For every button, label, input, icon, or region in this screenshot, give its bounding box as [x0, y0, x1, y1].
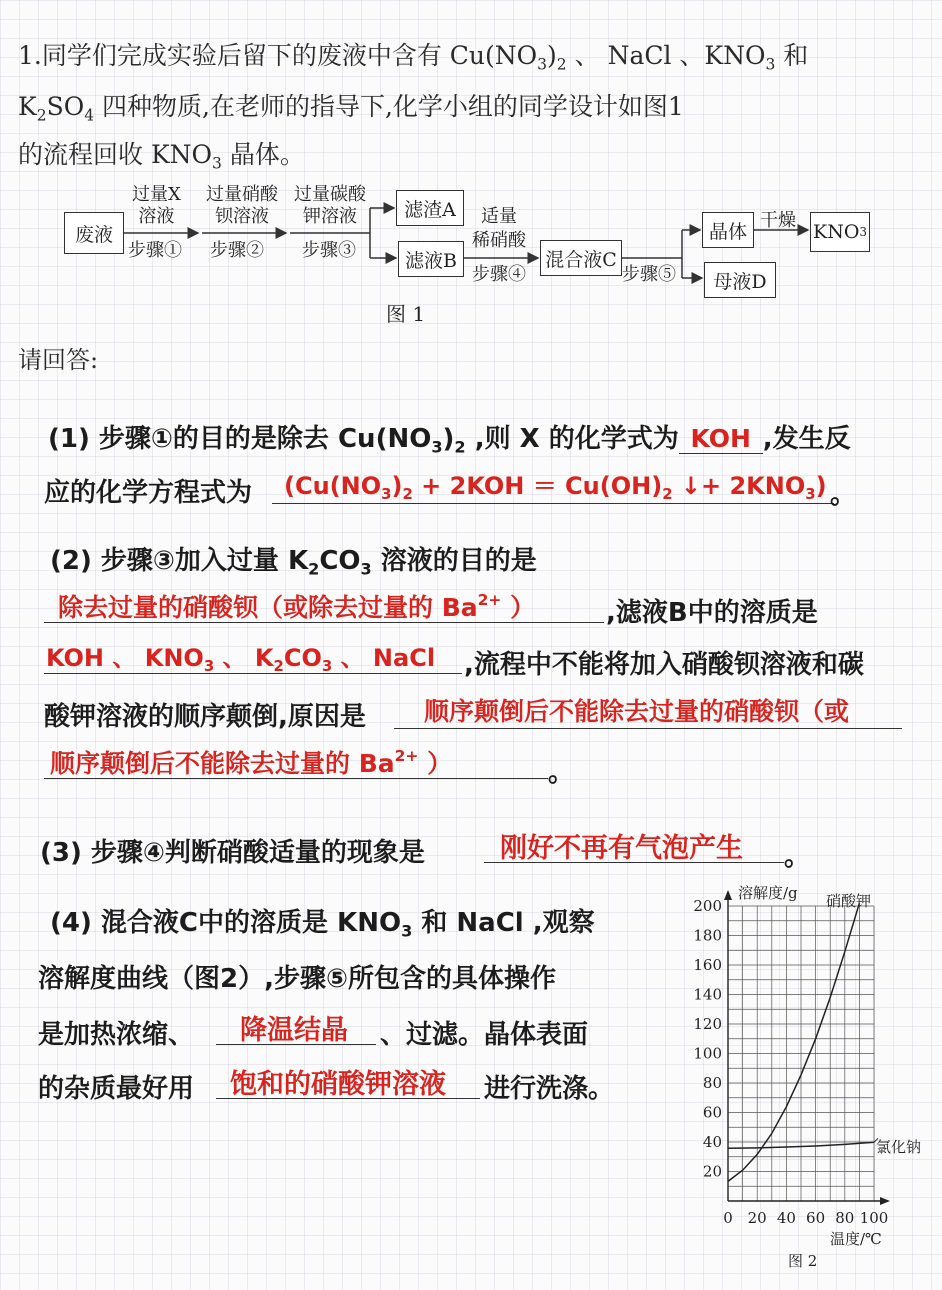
step1-label: 步骤①: [128, 240, 182, 261]
answer-text: ）: [418, 749, 453, 778]
box-mixture-c: [540, 240, 622, 276]
intro-text: ): [547, 41, 557, 70]
y-axis-arrow: [724, 890, 732, 900]
label: 溶液: [138, 206, 175, 227]
label: 稀硝酸: [472, 230, 526, 251]
x-tick-label: 20: [747, 1209, 767, 1227]
q4-answer-operation: 降温结晶: [240, 1015, 348, 1046]
answer-text: KOH 、 KNO: [46, 644, 204, 672]
step3-label: 步骤③: [302, 240, 356, 261]
intro-text: 的流程回收 KNO: [18, 140, 212, 169]
x-tick-label: 100: [859, 1209, 889, 1227]
q2-answer-reason-1: 顺序颠倒后不能除去过量的硝酸钡（或: [424, 697, 850, 726]
superscript: 2+: [394, 747, 419, 766]
answer-text: CO: [283, 644, 322, 672]
step5-label: 步骤⑤: [622, 264, 676, 285]
answer-text: ）: [501, 593, 536, 622]
q4-line-4-head: 的杂质最好用: [38, 1074, 195, 1104]
box-residue-a: [396, 190, 464, 226]
step4-label: 步骤④: [472, 264, 526, 285]
q1-equation-answer: [284, 466, 827, 503]
label: 适量: [481, 206, 517, 227]
q2-period: 。: [548, 758, 575, 788]
q2-line-2-tail: ,滤液B中的溶质是: [606, 598, 818, 628]
intro-text: 和: [775, 41, 809, 70]
chart-curves: [728, 903, 878, 1181]
y-tick-label: 80: [702, 1074, 722, 1092]
step2-label: 步骤②: [210, 240, 264, 261]
intro-text: 、 NaCl 、KNO: [566, 41, 766, 70]
q2-reason-underline-1: [394, 728, 902, 729]
step3-reagent: [294, 184, 366, 228]
box-label: 废液: [74, 223, 113, 246]
subscript: 2: [308, 559, 320, 579]
intro-text: 1.同学们完成实验后留下的废液中含有 Cu(NO: [18, 41, 538, 70]
q2-answer-reason-2: [50, 744, 452, 780]
q2-line-3-tail: ,流程中不能将加入硝酸钡溶液和碳: [464, 650, 864, 680]
box-label: 滤渣A: [404, 198, 456, 221]
dry-label: 干燥: [760, 210, 796, 231]
box-label: KNO: [813, 221, 860, 243]
q4-line-1: [50, 902, 595, 941]
subscript: 3: [360, 559, 372, 579]
q2-line-4: 酸钾溶液的顺序颠倒,原因是: [44, 702, 366, 732]
label: 过量碳酸: [294, 184, 366, 205]
q1-line-2: [44, 472, 252, 509]
q-text: 溶液的目的是: [371, 546, 537, 576]
intro-text: K: [18, 92, 37, 121]
chart-grid: [728, 906, 874, 1201]
q1-answer-x: KOH: [679, 424, 763, 454]
superscript: 2+: [477, 591, 502, 610]
subscript: 2: [36, 106, 47, 125]
intro-text: 晶体。: [221, 140, 305, 169]
figure-1-caption: 图 1: [386, 302, 426, 326]
box-filtrate-b: [398, 241, 464, 277]
q4-line-2: 溶解度曲线（图2）,步骤⑤所包含的具体操作: [38, 964, 556, 994]
y-tick-label: 200: [693, 897, 722, 915]
subscript: 3: [537, 55, 548, 74]
q-text: CO: [319, 546, 361, 576]
subscript: 3: [805, 485, 816, 504]
label: 钾溶液: [303, 206, 357, 227]
subscript: 2: [454, 437, 466, 457]
x-tick-label: 40: [776, 1209, 796, 1227]
eq-text: + 2KOH ＝ Cu(OH): [412, 472, 663, 500]
q-text: ,发生反: [762, 424, 851, 454]
label: 过量X: [132, 184, 181, 205]
subscript: 2: [662, 485, 673, 504]
subscript: 2: [273, 657, 284, 676]
answer-text: 除去过量的硝酸钡（或除去过量的 Ba: [58, 593, 478, 622]
answer-text: 、 K: [214, 644, 274, 672]
eq-text: ↓+ 2KNO: [672, 472, 806, 500]
q-text: 应的化学方程式为: [44, 478, 253, 508]
y-tick-label: 20: [702, 1162, 722, 1181]
q3-period: 。: [784, 842, 811, 872]
q4-line-4-tail: 进行洗涤。: [484, 1074, 615, 1104]
subscript: 3: [765, 55, 776, 74]
q4-answer-wash: 饱和的硝酸钾溶液: [230, 1069, 446, 1100]
subscript: 3: [203, 657, 215, 676]
step2-reagent: [206, 184, 278, 228]
q1-line-1: [48, 418, 851, 457]
q4-line-3-head: 是加热浓缩、: [38, 1020, 195, 1050]
label: 过量硝酸: [206, 184, 278, 205]
box-mother-d: [704, 262, 776, 298]
q3-line: (3) 步骤④判断硝酸适量的现象是: [40, 838, 425, 868]
box-label: 母液D: [713, 270, 767, 293]
chart-axes: [724, 890, 890, 1205]
eq-text: ): [815, 472, 827, 500]
q-text: (1) 步骤①的目的是除去 Cu(NO: [48, 424, 432, 454]
step4-reagent: [472, 205, 526, 253]
subscript: 3: [381, 485, 392, 504]
subscript: 3: [212, 154, 222, 173]
curve-kno3: [728, 903, 859, 1181]
x-tick-label: 0: [723, 1209, 733, 1227]
box-label: 滤液B: [405, 249, 457, 272]
y-tick-label: 100: [693, 1044, 722, 1063]
y-tick-label: 120: [693, 1015, 722, 1033]
subscript: 3: [431, 437, 443, 457]
intro-text: SO: [46, 92, 85, 121]
y-tick-label: 160: [693, 956, 722, 974]
subscript: 4: [84, 106, 95, 125]
q2-answer-solutes: [46, 638, 435, 675]
subscript: 3: [859, 225, 867, 239]
chart-y-axis-label: 溶解度/g: [738, 884, 798, 902]
x-axis-arrow: [880, 1197, 890, 1205]
y-tick-label: 60: [702, 1103, 722, 1122]
y-tick-label: 180: [693, 926, 722, 945]
solubility-chart: [690, 876, 936, 1276]
box-crystal: [702, 212, 754, 248]
q-text: (4) 混合液C中的溶质是 KNO: [50, 908, 402, 938]
y-tick-label: 140: [693, 985, 722, 1004]
series-label-nacl: 氯化钠: [876, 1138, 922, 1156]
answer-text: 顺序颠倒后不能除去过量的 Ba: [50, 749, 395, 778]
q2-answer-purpose: [58, 588, 535, 624]
box-label: 混合液C: [545, 248, 617, 271]
subscript: 3: [401, 921, 413, 941]
subscript: 2: [556, 55, 567, 74]
x-tick-label: 60: [806, 1209, 826, 1227]
box-kno3: [810, 212, 870, 252]
eq-text: ): [391, 472, 403, 500]
q-text: 和 NaCl ,观察: [412, 908, 595, 938]
chart-x-axis-label: 温度/℃: [830, 1230, 882, 1248]
subscript: 3: [321, 657, 333, 676]
chart-caption: 图 2: [788, 1252, 818, 1270]
box-waste-liquid: [64, 212, 124, 254]
step1-reagent: [132, 184, 181, 228]
q1-period: 。: [830, 480, 857, 510]
answer-text: 、 NaCl: [332, 644, 436, 672]
q-text: ): [442, 424, 455, 454]
q2-line-1: [50, 540, 537, 579]
box-label: 晶体: [708, 220, 747, 243]
series-label-kno3: 硝酸钾: [826, 892, 872, 910]
subscript: 2: [402, 485, 413, 504]
q4-line-3-tail: 、过滤。晶体表面: [380, 1020, 589, 1050]
eq-text: (Cu(NO: [284, 472, 382, 500]
y-tick-label: 40: [702, 1133, 722, 1151]
answer-prompt: 请回答:: [18, 346, 99, 374]
q-text: (2) 步骤③加入过量 K: [50, 546, 309, 576]
x-tick-label: 80: [835, 1209, 855, 1227]
q-text: ,则 X 的化学式为: [465, 424, 679, 454]
intro-text: 四种物质,在老师的指导下,化学小组的同学设计如图1: [94, 92, 684, 121]
q3-answer: 刚好不再有气泡产生: [500, 833, 743, 864]
label: 钡溶液: [215, 206, 269, 227]
